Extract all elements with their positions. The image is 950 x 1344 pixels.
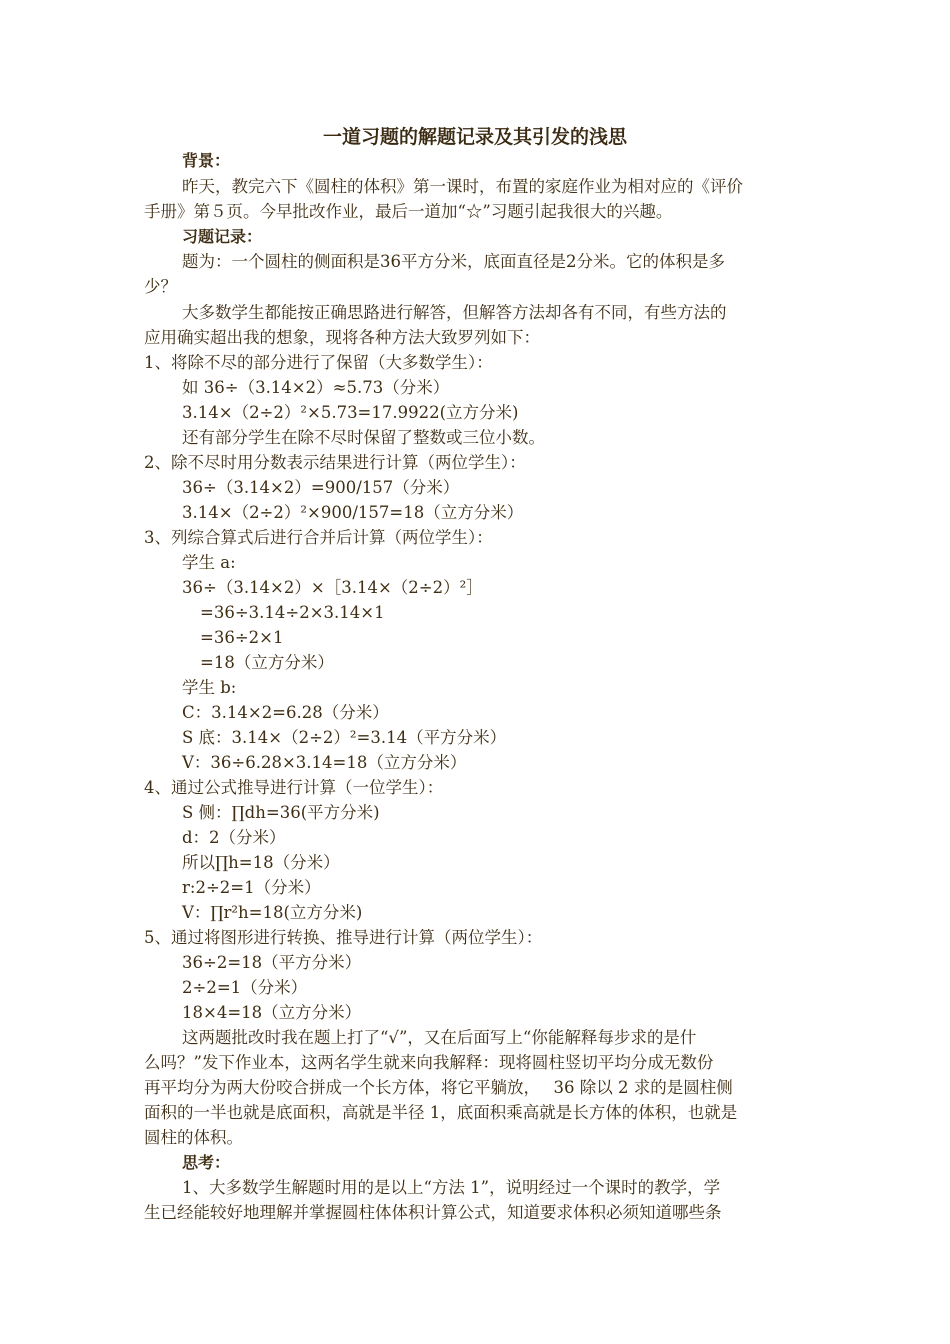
document-page: 一道习题的解题记录及其引发的浅思 背景： 昨天，教完六下《圆柱的体积》第一课时，布置的家庭作业为相对应的《评价 手册》第５页。今早批改作业，最后一道加“☆”习题引起我很大的兴趣。 习题记录： 题为：一个圆柱的侧面积是36平方分米，底面直径是2分米。它的体积是多 少？ 大多数学生都能按正确思路进行解答，但解答方法却各有不同，有些方法的 应用确实超出我的想象，现将各种方法大致罗列如下： 1、将除不尽的部分进行了保留（大多数学生）： 如 36÷（3.14×2）≈5.73（分米） 3.14×（2÷2）²×5.73=17.9922(立方分米) 还有部分学生在除不尽时保留了整数或三位小数。 2、除不尽时用分数表示结果进行计算（两位学生）： 36÷（3.14×2）=900/157（分米） 3.14×（2÷2）²×900/157=18（立方分米） 3、列综合算式后进行合并后计算（两位学生）： 学生 a: 36÷（3.14×2）×［3.14×（2÷2）²］ =36÷3.14÷2×3.14×1 =36÷2×1 =18（立方分米） 学生 b: C：3.14×2=6.28（分米） S 底：3.14×（2÷2）²=3.14（平方分米） V：36÷6.28×3.14=18（立方分米） 4、通过公式推导进行计算（一位学生）： S 侧：∏dh=36(平方分米) d：2（分米） 所以∏h=18（分米） r:2÷2=1（分米） V：∏r²h=18(立方分米) 5、通过将图形进行转换、推导进行计算（两位学生）： 36÷2=18（平方分米） 2÷2=1（分米） 18×4=18（立方分米） 这两题批改时我在题上打了“√”，又在后面写上“你能解释每步求的是什 么吗？”发下作业本，这两名学生就来向我解释：现将圆柱竖切平均分成无数份 再平均分为两大份咬合拼成一个长方体，将它平躺放， 36 除以 2 求的是圆柱侧 面积的一半也就是底面积，高就是半径 1，底面积乘高就是长方体的体积，也就是 圆柱的体积。 思考： 1、大多数学生解题时用的是以上“方法 1”，说明经过一个课时的教学，学 生已经能较好地理解并掌握圆柱体体积计算公式，知道要求体积必须知道哪些条 <box>0 0 950 1344</box>
document-title: 一道习题的解题记录及其引发的浅思 <box>322 126 627 148</box>
